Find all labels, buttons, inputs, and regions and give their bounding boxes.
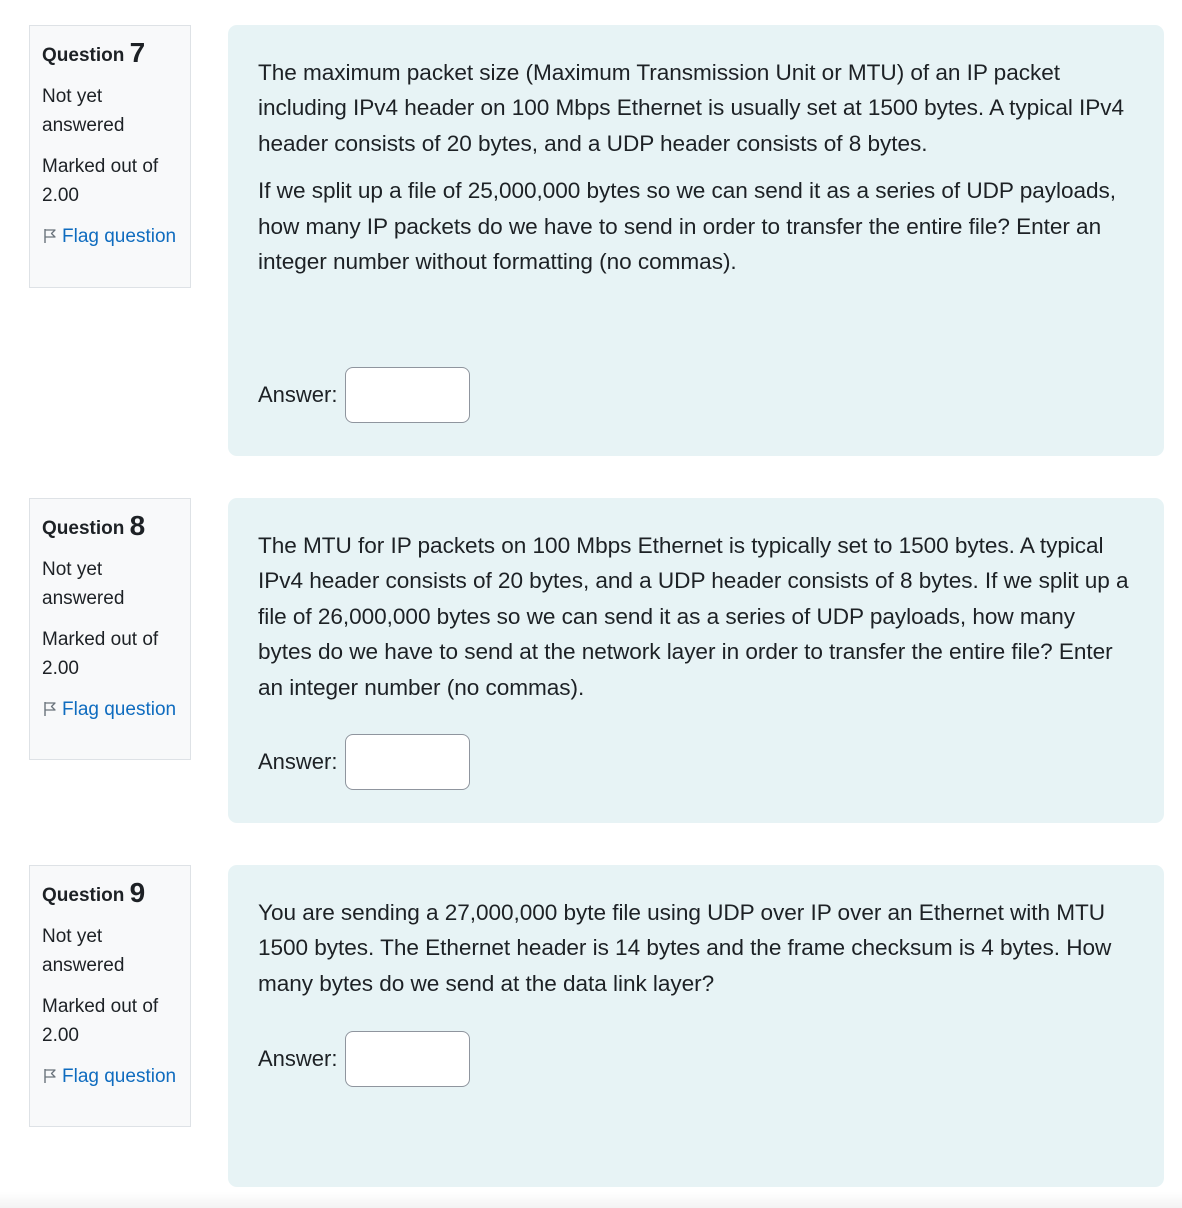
flag-label: Flag question: [62, 1066, 177, 1087]
question-text: [258, 895, 1134, 1001]
question-text: [258, 55, 1134, 279]
question-paragraph: You are sending a 27,000,000 byte file using UDP over IP over an Ethernet with MTU 1500 bytes. The Ethernet header is 14 bytes and the frame checksum is 4 bytes. How many bytes do we send at the data link layer?: [258, 900, 1112, 996]
flag-question-link[interactable]: [42, 695, 178, 724]
question-title: [42, 38, 178, 68]
flag-label: Flag question: [62, 699, 177, 720]
flag-label: Flag question: [62, 226, 177, 247]
answer-input[interactable]: [345, 367, 470, 423]
question-label: Question: [42, 885, 125, 906]
question-number: 8: [129, 510, 146, 541]
question-state: Not yet answered: [42, 86, 125, 136]
flag-icon: [42, 701, 58, 717]
answer-label: Answer:: [258, 382, 338, 407]
question-number: 7: [129, 37, 146, 68]
question-paragraph: The MTU for IP packets on 100 Mbps Ethernet is typically set to 1500 bytes. A typical IPv4 header consists of 20 bytes, and a UDP header consists of 8 bytes. If we split up a file of 26,000,000 bytes so we can send it as a series of UDP payloads, how many bytes do we have to send at the network layer in order to transfer the entire file? Enter an integer number (no commas).: [258, 533, 1129, 700]
answer-label: Answer:: [258, 1046, 338, 1071]
question-number: 9: [129, 877, 146, 908]
page-bottom-shadow: [0, 1192, 1182, 1208]
question-content: [228, 25, 1164, 456]
question-content: [228, 498, 1164, 823]
question-title: [42, 878, 178, 908]
question-grade: Marked out of 2.00: [42, 996, 159, 1046]
question-grade: Marked out of 2.00: [42, 629, 159, 679]
question-paragraph: If we split up a file of 25,000,000 bytes so we can send it as a series of UDP payloads, how many IP packets do we have to send in order to transfer the entire file? Enter an integer number without formatting (no commas).: [258, 178, 1117, 275]
question-info: [29, 498, 191, 760]
flag-question-link[interactable]: [42, 1062, 178, 1091]
answer-input[interactable]: [345, 734, 470, 790]
question-info: [29, 25, 191, 288]
question-text: [258, 528, 1134, 705]
answer-row: [258, 734, 470, 790]
question-label: Question: [42, 45, 125, 66]
question-state: Not yet answered: [42, 926, 125, 976]
answer-row: [258, 1031, 470, 1087]
question-info: [29, 865, 191, 1127]
question-title: [42, 511, 178, 541]
question-paragraph: The maximum packet size (Maximum Transmission Unit or MTU) of an IP packet including IPv4 header on 100 Mbps Ethernet is usually set at 1500 bytes. A typical IPv4 header consists of 20 bytes, and a UDP header consists of 8 bytes.: [258, 60, 1125, 156]
flag-icon: [42, 1068, 58, 1084]
answer-label: Answer:: [258, 749, 338, 774]
question-state: Not yet answered: [42, 559, 125, 609]
flag-question-link[interactable]: [42, 222, 178, 251]
question-grade: Marked out of 2.00: [42, 156, 159, 206]
answer-input[interactable]: [345, 1031, 470, 1087]
flag-icon: [42, 228, 58, 244]
question-label: Question: [42, 518, 125, 539]
answer-row: [258, 367, 470, 423]
question-content: [228, 865, 1164, 1187]
